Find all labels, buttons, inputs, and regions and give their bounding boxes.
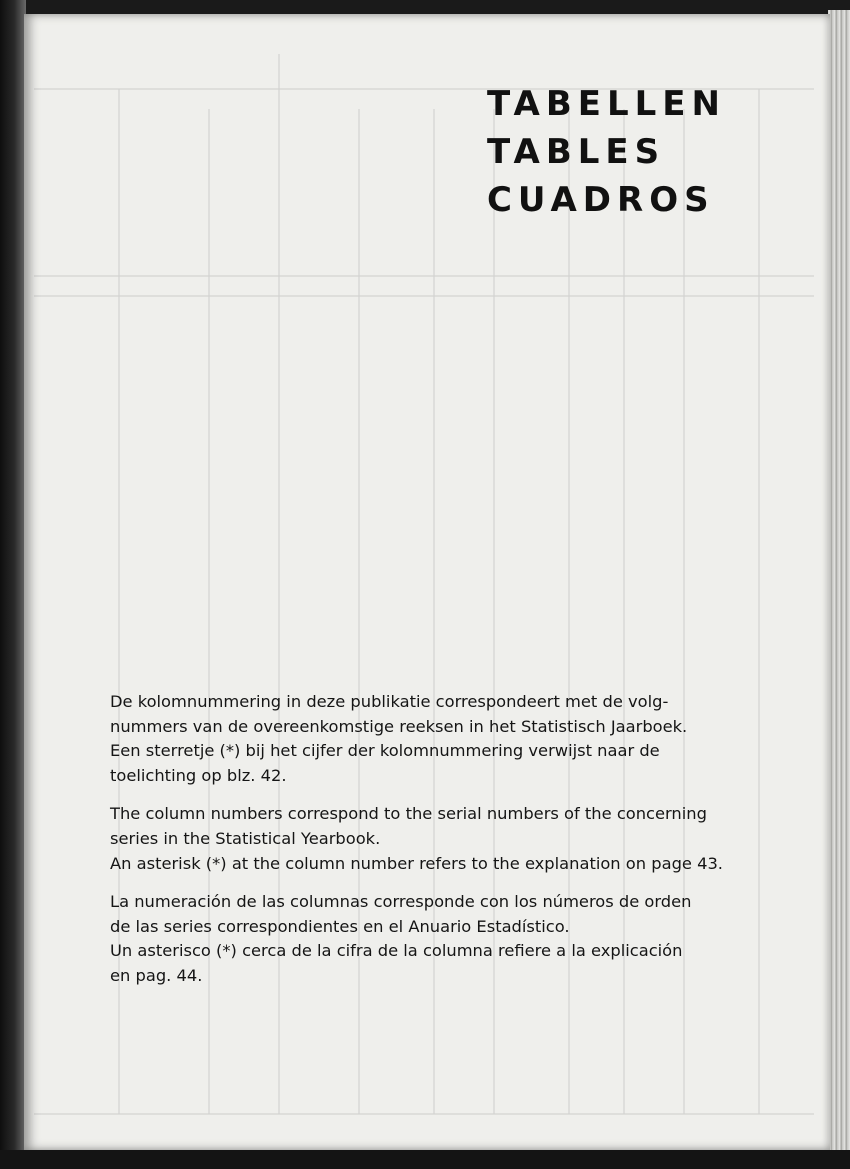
paragraph-dutch [110,690,760,788]
text-line: De kolomnummering in deze publikatie correspondeert met de volg- [110,692,669,711]
text-line: nummers van de overeenkomstige reeksen in het Statistisch Jaarboek. [110,716,688,736]
heading-spanish: CUADROS [486,180,715,220]
text-line: en pag. 44. [110,965,203,985]
text-line: toelichting op blz. 42. [110,765,287,785]
text-line: de las series correspondientes en el Anuario Estadístico. [110,916,570,936]
paragraph-english [110,802,760,876]
tables-heading [487,80,726,224]
text-line: La numeración de las columnas corresponde con los números de orden [110,892,692,912]
text-line: Un asterisco (*) cerca de la cifra de la columna refiere a la explicación [110,941,683,961]
page-edge-right [828,10,850,1150]
heading-english: TABLES [486,132,666,172]
text-line: An asterisk (*) at the column number refers to the explanation on page 43. [110,853,723,873]
document-page [24,14,830,1150]
text-line: The column numbers correspond to the serial numbers of the concerning [110,804,707,824]
text-line: Een sterretje (*) bij het cijfer der kolomnummering verwijst naar de [110,741,660,761]
explanation-text [110,690,760,1001]
book-spine-left [0,0,26,1169]
book-bottom-edge [0,1150,850,1169]
paragraph-spanish [110,890,760,988]
heading-dutch: TABELLEN [486,84,726,124]
text-line: series in the Statistical Yearbook. [110,828,381,848]
